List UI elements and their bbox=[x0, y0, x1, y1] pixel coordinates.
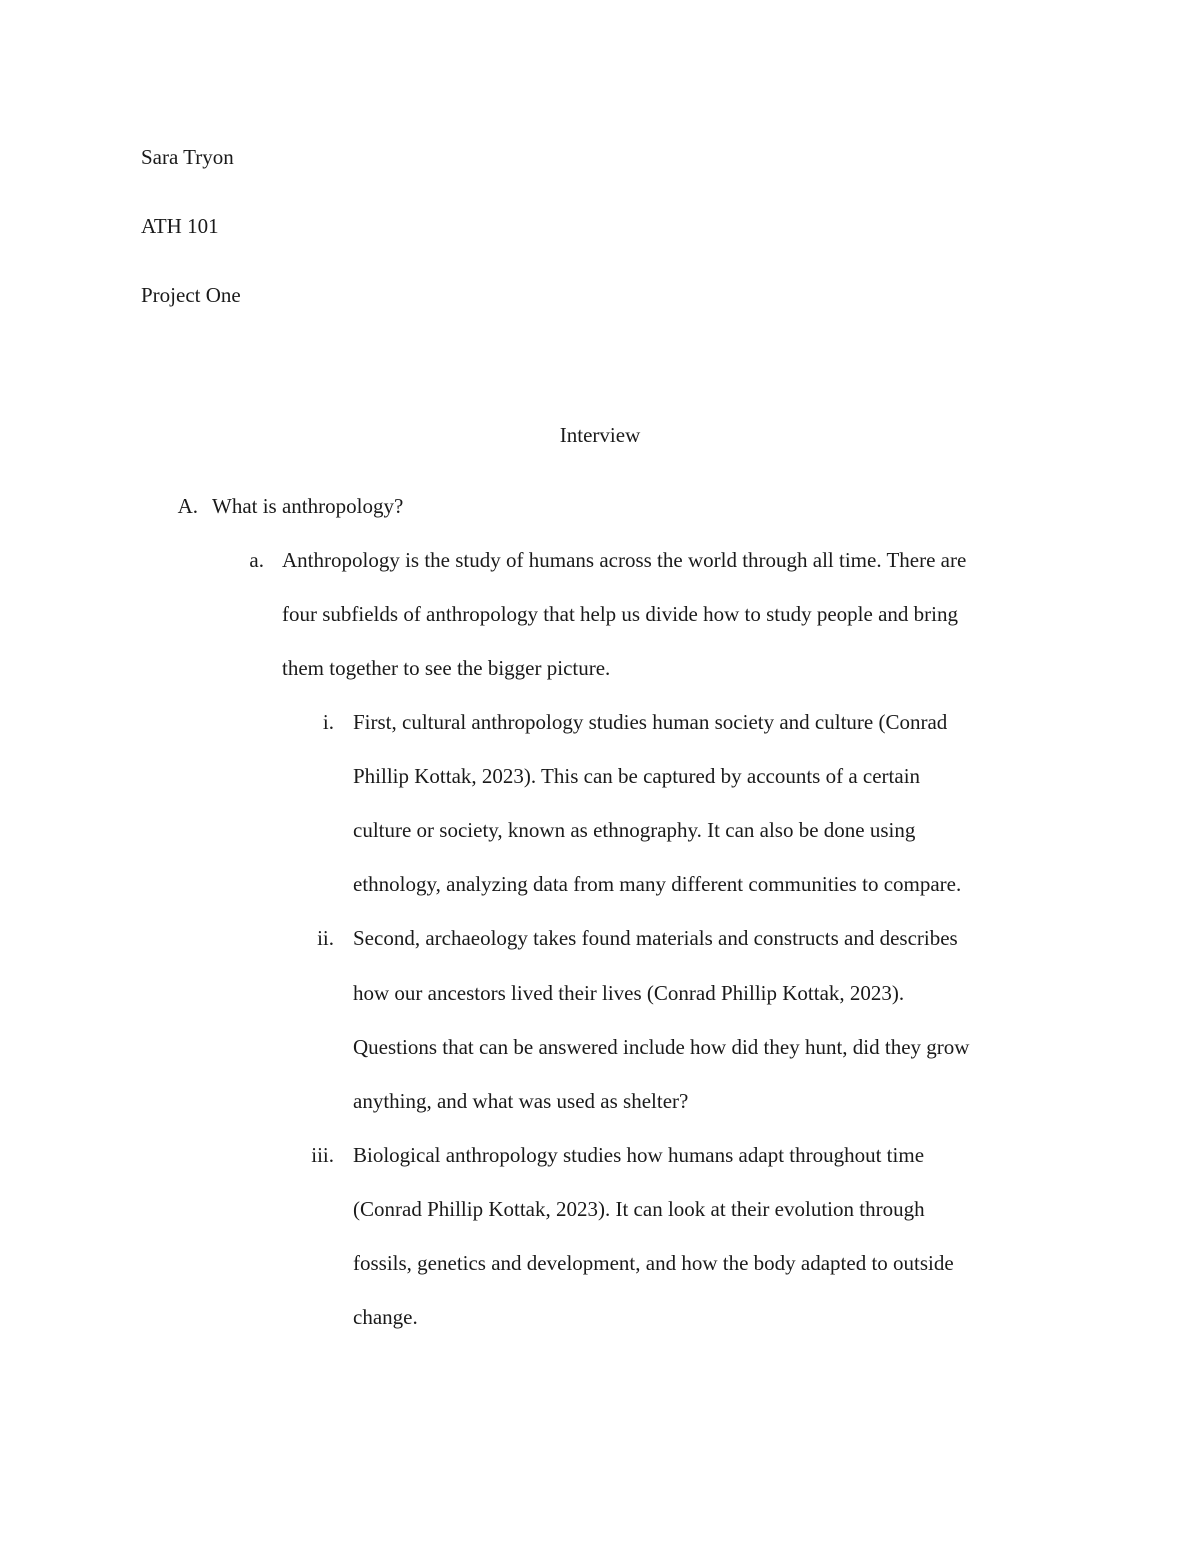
answer-line: four subfields of anthropology that help us divide how to study people and bring bbox=[282, 602, 958, 626]
answer-line: Anthropology is the study of humans across the world through all time. There are bbox=[282, 548, 967, 572]
subpoint-line: fossils, genetics and development, and how the body adapted to outside bbox=[353, 1251, 954, 1275]
subpoint-line: change. bbox=[353, 1305, 418, 1329]
question-marker: A. bbox=[177, 494, 198, 518]
document-title: Interview bbox=[559, 423, 641, 447]
answer-line: them together to see the bigger picture. bbox=[282, 656, 611, 680]
subpoint-line: ethnology, analyzing data from many different communities to compare. bbox=[353, 872, 962, 896]
answer-marker: a. bbox=[249, 548, 264, 572]
assignment-name: Project One bbox=[141, 283, 241, 307]
subpoint-line: how our ancestors lived their lives (Conrad Phillip Kottak, 2023). bbox=[353, 981, 905, 1005]
course-code: ATH 101 bbox=[141, 214, 219, 238]
author-name: Sara Tryon bbox=[141, 145, 234, 169]
subpoint-line: Questions that can be answered include how did they hunt, did they grow bbox=[353, 1035, 970, 1059]
question-text: What is anthropology? bbox=[212, 494, 404, 518]
subpoint-line: First, cultural anthropology studies human society and culture (Conrad bbox=[353, 710, 948, 734]
subpoint-line: Second, archaeology takes found materials and constructs and describes bbox=[353, 926, 958, 950]
subpoint-line: culture or society, known as ethnography. It can also be done using bbox=[353, 818, 916, 842]
subpoint-line: anything, and what was used as shelter? bbox=[353, 1089, 689, 1113]
subpoint-line: Phillip Kottak, 2023). This can be captured by accounts of a certain bbox=[353, 764, 921, 788]
subpoint-marker: iii. bbox=[311, 1143, 334, 1167]
subpoint-marker: ii. bbox=[317, 926, 334, 950]
subpoint-marker: i. bbox=[322, 710, 334, 734]
subpoint-line: (Conrad Phillip Kottak, 2023). It can look at their evolution through bbox=[353, 1197, 925, 1221]
subpoint-line: Biological anthropology studies how humans adapt throughout time bbox=[353, 1143, 925, 1167]
